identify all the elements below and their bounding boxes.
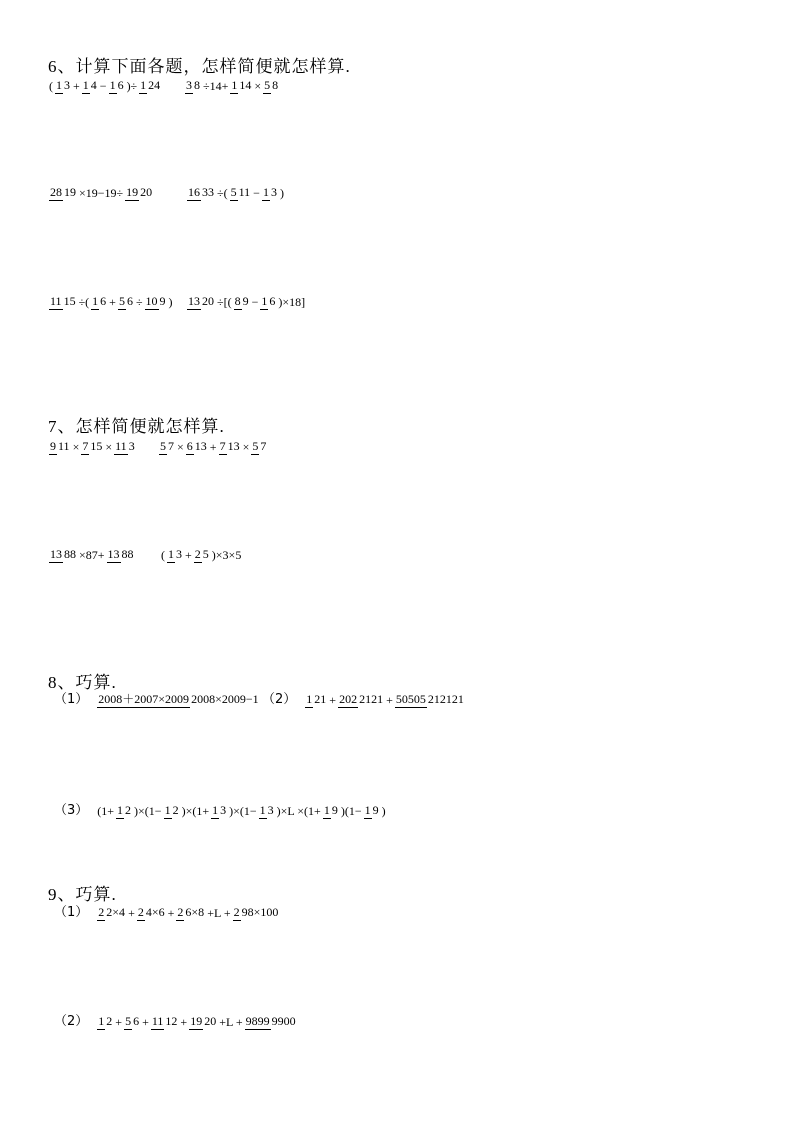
fraction-denominator: 2121 [359,692,384,706]
fraction-denominator: 3 [64,78,70,92]
fraction-denominator: 88 [121,547,134,561]
q7-expression-2 [158,438,268,455]
fraction-numerator: 7 [219,439,226,453]
fraction-numerator: 13 [50,547,62,561]
fraction [118,293,134,310]
fraction-numerator: 9899 [245,1014,270,1028]
fraction [230,77,252,94]
fraction [251,438,267,455]
operator-text: + [209,439,217,454]
fraction-denominator: 3 [267,803,274,817]
fraction [49,438,71,455]
fraction-denominator: 4 [90,78,97,92]
fraction [49,184,77,201]
fraction [116,802,132,819]
fraction [151,1013,179,1030]
fraction-numerator: 2 [98,905,105,919]
fraction-denominator: 3 [128,439,135,453]
fraction-numerator: 1 [259,803,266,817]
operator-text: )(1− [340,803,362,818]
fraction-denominator: 6 [117,78,124,92]
fraction [211,802,227,819]
q9-expression-2 [96,1013,297,1030]
fraction-numerator: 5 [125,1014,132,1028]
fraction-denominator: 2 [125,803,132,817]
fraction [263,77,279,94]
q6-expression-6 [186,293,306,310]
fraction [305,691,327,708]
fraction-denominator: 15 [63,294,76,308]
fraction-denominator: 88 [64,547,76,561]
q6-expression-1 [48,77,162,94]
fraction-denominator: 20 [140,185,153,199]
fraction-numerator: 2 [233,905,240,919]
fraction [137,904,166,921]
fraction-numerator: 19 [126,185,139,199]
fraction-numerator: 1 [140,78,147,92]
q9-part-2 [54,1013,298,1030]
fraction-numerator: 3 [186,78,192,92]
fraction-denominator: 6 [133,1014,140,1028]
fraction [323,802,339,819]
fraction-denominator: 13 [194,439,207,453]
fraction-denominator: 15 [90,439,103,453]
operator-text: − [253,185,260,200]
operator-text: )÷ [126,78,138,93]
fraction-numerator: 10 [145,294,158,308]
fraction [364,802,380,819]
operator-text: ( [161,547,165,562]
q8-expression-3 [96,802,386,819]
fraction-denominator: 2008×2009−1 [191,692,259,706]
fraction-numerator: 1 [306,692,313,706]
fraction [97,691,259,708]
fraction-denominator: 14 [239,78,252,92]
fraction [167,546,183,563]
fraction-numerator: 5 [252,439,259,453]
fraction-numerator: 11 [151,1014,164,1028]
operator-text: )×(1− [134,803,162,818]
q8-expression-1 [96,691,260,708]
q8-part-2-label: （2） [262,692,297,707]
operator-text: ) [381,803,386,818]
fraction [187,293,215,310]
fraction [91,293,107,310]
fraction-denominator: 2 [106,1014,113,1028]
fraction-numerator: 5 [264,78,271,92]
fraction-numerator: 28 [50,185,62,199]
fraction-denominator: 9 [242,294,249,308]
fraction [187,184,215,201]
fraction-denominator: 9900 [271,1014,296,1028]
fraction-denominator: 7 [260,439,267,453]
operator-text: + [180,1014,188,1029]
fraction-denominator: 6×8 [185,905,205,919]
fraction [107,546,135,563]
q7-expression-3 [48,546,136,563]
fraction-numerator: 2 [137,905,144,919]
q8-expression-2 [304,691,466,708]
fraction-denominator: 11 [58,439,70,453]
operator-text: ) [168,294,173,309]
operator-text: ÷( [78,294,90,309]
q9-part-2-label: （2） [54,1014,89,1029]
fraction [260,293,276,310]
q8-part-1-label: （1） [54,692,89,707]
fraction-denominator: 98×100 [241,905,279,919]
fraction-numerator: 1 [323,803,330,817]
fraction-denominator: 6 [100,294,107,308]
operator-text: +L + [207,905,231,920]
q8-part-1 [54,691,261,708]
fraction-numerator: 1 [231,78,238,92]
fraction-numerator: 1 [262,185,269,199]
fraction-numerator: 16 [188,185,200,199]
fraction-denominator: 4×6 [145,905,165,919]
fraction [185,77,201,94]
fraction-numerator: 1 [82,78,89,92]
fraction [176,904,205,921]
fraction-denominator: 20 [204,1014,217,1028]
fraction [233,904,280,921]
operator-text: + [386,692,393,707]
fraction-denominator: 24 [148,78,161,92]
fraction [186,438,208,455]
fraction-numerator: 13 [188,294,200,308]
q9-expression-1 [96,904,280,921]
q9-part-1 [54,904,280,921]
fraction-denominator: 3 [176,547,182,561]
fraction-numerator: 6 [186,439,193,453]
operator-text: ×87+ [79,547,105,562]
fraction [49,546,77,563]
fraction [189,1013,217,1030]
operator-text: + [115,1014,123,1029]
fraction [114,438,136,455]
fraction-denominator: 33 [202,185,214,199]
operator-text: × [254,78,262,93]
q6-expression-2 [184,77,280,94]
fraction-numerator: 5 [160,439,166,453]
fraction [97,1013,113,1030]
fraction [82,77,98,94]
operator-text: )×18] [278,294,306,309]
fraction-denominator: 20 [202,294,214,308]
fraction-numerator: 2 [177,905,184,919]
fraction [395,691,465,708]
fraction-numerator: 1 [98,1014,105,1028]
fraction-denominator: 8 [272,78,279,92]
fraction [194,546,210,563]
fraction-denominator: 3 [270,185,277,199]
fraction-denominator: 2×4 [106,905,126,919]
q9-part-1-label: （1） [54,905,89,920]
question-7-heading: 7、怎样简便就怎样算. [48,417,225,436]
operator-text: + [185,547,192,562]
fraction-numerator: 1 [364,803,371,817]
fraction [55,77,71,94]
fraction-numerator: 8 [234,294,241,308]
fraction-numerator: 19 [190,1014,203,1028]
fraction-denominator: 12 [165,1014,178,1028]
fraction [124,1013,140,1030]
fraction [109,77,125,94]
operator-text: ×19−19÷ [79,185,124,200]
q7-expression-4 [160,546,242,563]
operator-text: + [167,905,175,920]
fraction [219,438,241,455]
fraction [164,802,180,819]
fraction [338,691,384,708]
fraction [262,184,278,201]
operator-text: )×(1+ [181,803,210,818]
fraction-denominator: 9 [331,803,338,817]
fraction-numerator: 1 [109,78,116,92]
fraction-numerator: 13 [107,547,120,561]
fraction-numerator: 11 [50,294,62,308]
question-9-heading: 9、巧算. [48,885,117,904]
operator-text: (1+ [97,803,115,818]
fraction-denominator: 212121 [427,692,464,706]
fraction [145,293,167,310]
fraction-numerator: 1 [117,803,124,817]
operator-text: − [251,294,259,309]
fraction-denominator: 21 [314,692,327,706]
fraction-numerator: 2 [194,547,201,561]
q6-expression-4 [186,184,285,201]
fraction-numerator: 5 [118,294,125,308]
operator-text: − [99,78,107,93]
operator-text: × [242,439,250,454]
fraction-numerator: 1 [56,78,62,92]
fraction-denominator: 3 [220,803,227,817]
operator-text: ÷ [135,294,143,309]
fraction [97,904,126,921]
fraction-numerator: 2008＋2007×2009 [98,692,190,706]
fraction-numerator: 202 [339,692,358,706]
operator-text: + [109,294,116,309]
fraction [139,77,161,94]
fraction-denominator: 11 [238,185,251,199]
fraction-numerator: 9 [50,439,56,453]
fraction-numerator: 1 [212,803,219,817]
operator-text: × [177,439,184,454]
question-6-heading: 6、计算下面各题，怎样简便就怎样算. [48,57,351,76]
fraction-numerator: 1 [168,547,174,561]
fraction-numerator: 1 [92,294,99,308]
operator-text: × [105,439,113,454]
operator-text: )×3×5 [211,547,242,562]
question-8-heading: 8、巧算. [48,673,117,692]
operator-text: )×(1− [229,803,257,818]
fraction [49,293,77,310]
operator-text: )×L ×(1+ [276,803,321,818]
operator-text: ÷14+ [203,78,229,93]
fraction [234,293,250,310]
operator-text: ) [279,185,284,200]
fraction-denominator: 9 [159,294,166,308]
fraction-denominator: 8 [194,78,200,92]
fraction-numerator: 50505 [395,692,426,706]
q6-expression-3 [48,184,154,201]
fraction-denominator: 9 [372,803,379,817]
q8-part-2 [262,691,466,708]
fraction-numerator: 1 [164,803,171,817]
operator-text: + [142,1014,149,1029]
operator-text: +L + [219,1014,243,1029]
fraction-denominator: 6 [126,294,133,308]
fraction [259,802,275,819]
fraction [125,184,153,201]
q8-part-3-label: （3） [54,803,89,818]
operator-text: + [128,905,135,920]
fraction-denominator: 2 [172,803,179,817]
operator-text: × [72,439,80,454]
fraction-denominator: 19 [64,185,76,199]
fraction-denominator: 7 [168,439,174,453]
operator-text: ÷( [217,185,228,200]
fraction-numerator: 1 [261,294,268,308]
fraction-denominator: 6 [269,294,276,308]
operator-text: ( [49,78,53,93]
fraction-numerator: 5 [230,185,237,199]
fraction-numerator: 11 [115,439,127,453]
q6-expression-5 [48,293,174,310]
fraction [159,438,175,455]
q7-expression-1 [48,438,137,455]
fraction-numerator: 7 [82,439,89,453]
fraction [81,438,103,455]
operator-text: ÷[( [217,294,232,309]
q8-part-3 [54,802,387,819]
fraction [230,184,252,201]
operator-text: + [329,692,337,707]
fraction-denominator: 13 [227,439,240,453]
operator-text: + [73,78,80,93]
fraction [245,1013,297,1030]
fraction-denominator: 5 [202,547,209,561]
